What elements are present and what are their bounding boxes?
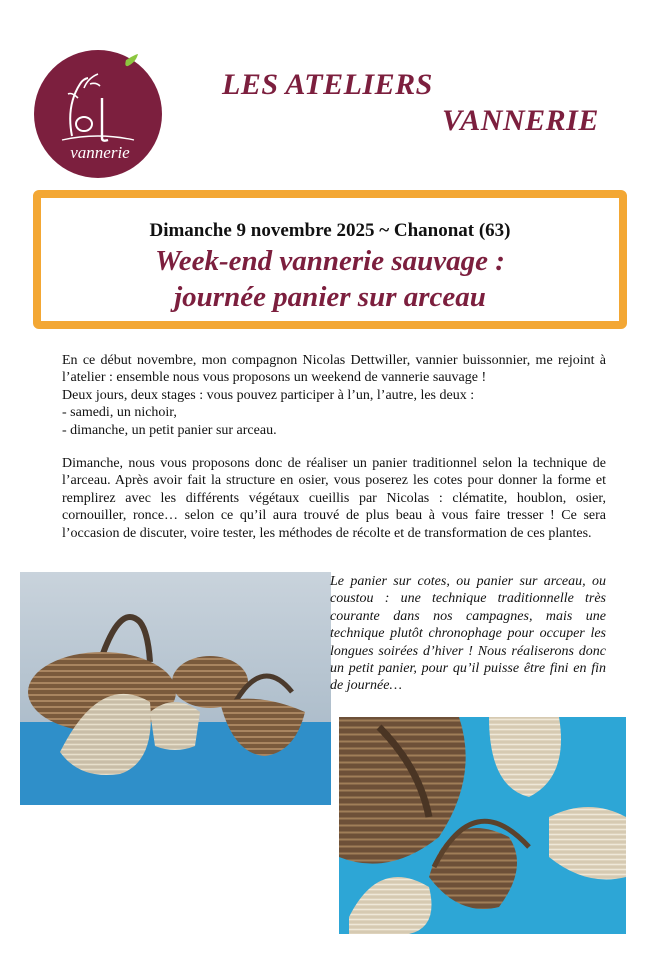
baskets-photo-1 <box>20 572 331 805</box>
intro-line: - dimanche, un petit panier sur arceau. <box>62 422 277 438</box>
logo-text: vannerie <box>70 143 130 162</box>
intro-line: - samedi, un nichoir, <box>62 405 177 421</box>
title-line-2: VANNERIE <box>442 104 599 137</box>
logo-emblem <box>32 48 164 180</box>
baskets-photo-2 <box>339 717 626 934</box>
intro-line: En ce début novembre, mon compagnon Nicolas Dettwiller, vannier buissonnier, me rejoint à l’atelier : ensemble nous vous proposons un weekend de vannerie sauvage ! <box>62 353 606 386</box>
description-paragraph: Dimanche, nous vous proposons donc de réaliser un panier traditionnel selon la technique de l’arceau. Après avoir fait la structure en osier, vous poserez les cotes pour donner la forme et remplirez avec les différents végétaux cueillis par Nicolas : clématite, houblon, osier, cornouiller, ronce… selon ce qu’il aura trouvé de plus beau à vous faire tresser ! Ce sera l’occasion de discuter, voire tester, les méthodes de récolte et de transformation de ces plantes. <box>62 456 606 541</box>
event-date-location: Dimanche 9 novembre 2025 ~ Chanonat (63) <box>149 220 511 241</box>
event-banner <box>33 190 627 329</box>
intro-paragraph <box>62 352 606 439</box>
event-headline-1: Week-end vannerie sauvage : <box>155 245 505 277</box>
photo-caption: Le panier sur cotes, ou panier sur arceau, ou coustou : une technique traditionnelle très courante dans nos campagnes, mais une technique plutôt chronophage pour occuper les longues soirées d’hiver ! Nous réaliserons donc un petit panier, pour qu’il puisse être fini en fin de journée… <box>330 574 606 694</box>
event-headline-2: journée panier sur arceau <box>174 281 486 313</box>
logo <box>32 48 164 180</box>
title-line-1: LES ATELIERS <box>222 68 433 101</box>
intro-line: Deux jours, deux stages : vous pouvez participer à l’un, l’autre, les deux : <box>62 387 475 403</box>
